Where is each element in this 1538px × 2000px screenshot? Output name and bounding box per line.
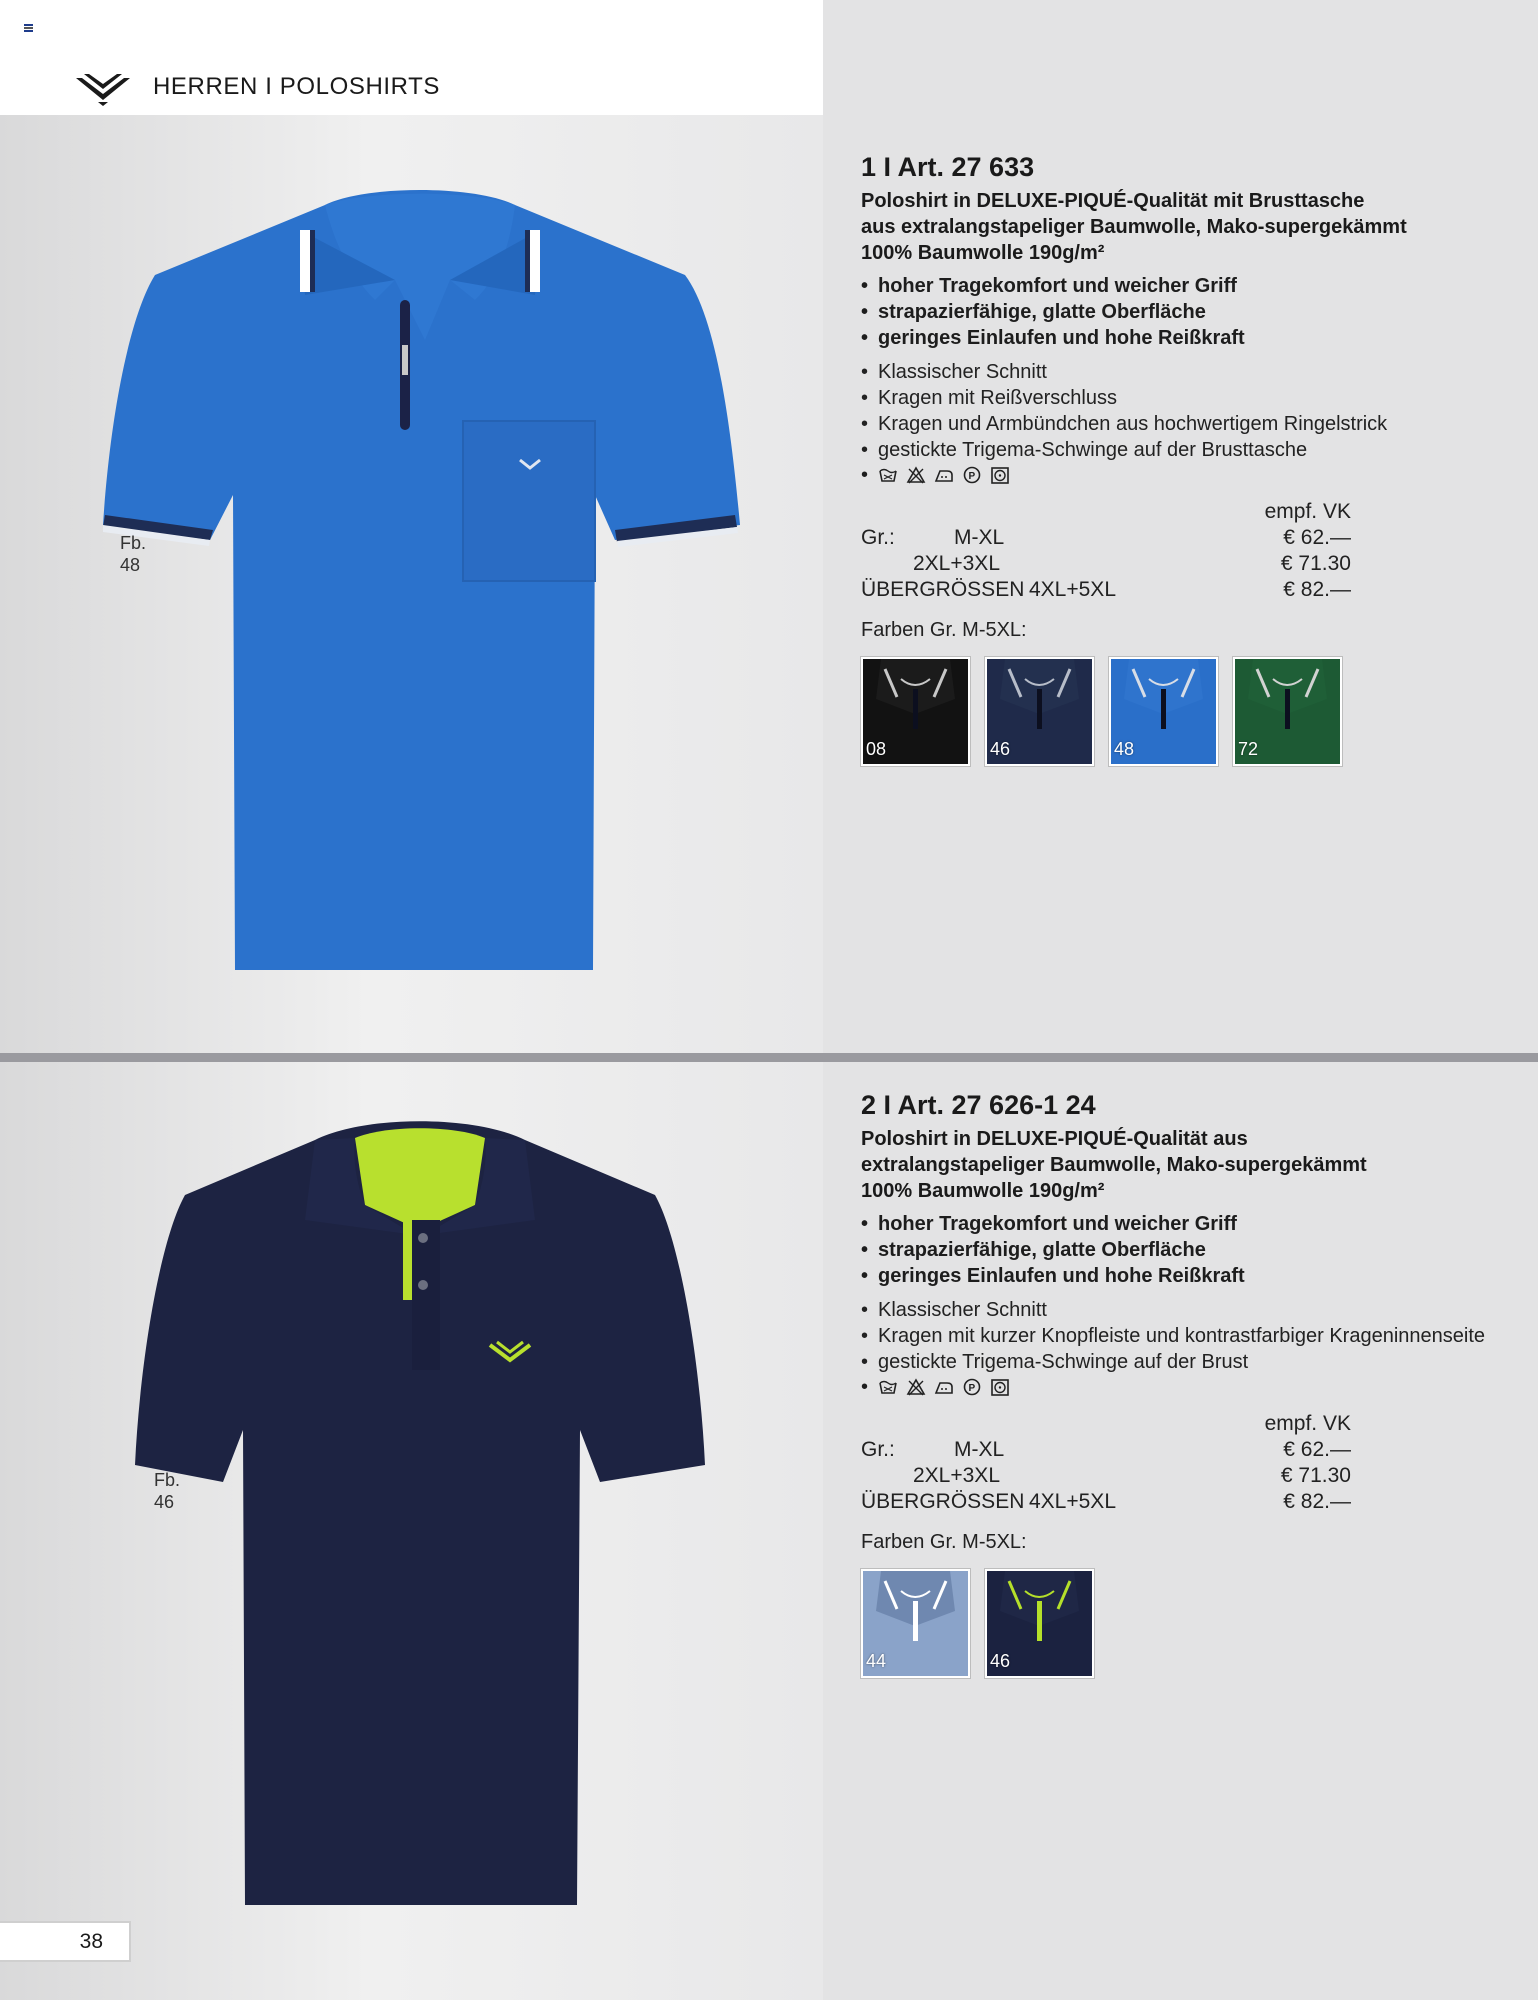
page-number: 38 <box>0 1921 131 1962</box>
detail-item: • gestickte Trigema-Schwinge auf der Brust <box>861 1349 1501 1375</box>
color-swatches <box>861 657 1501 766</box>
product-description-line: aus extralangstapeliger Baumwolle, Mako-supergekämmt <box>861 216 1407 238</box>
size-label: Gr.: <box>861 1438 895 1461</box>
feature-item: • hoher Tragekomfort und weicher Griff <box>861 1211 1501 1237</box>
iron-icon <box>934 1378 954 1396</box>
svg-text:P: • P <box>968 471 976 482</box>
size-group-label: ÜBERGRÖSSEN <box>861 1490 1025 1513</box>
color-swatch-46[interactable] <box>985 657 1094 766</box>
dry-clean-p-icon <box>962 1378 982 1396</box>
feature-item: • hoher Tragekomfort und weicher Griff <box>861 273 1501 299</box>
price-table <box>861 499 1501 605</box>
product-info-1 <box>861 150 1501 766</box>
size-range: 2XL+3XL <box>913 1464 1000 1487</box>
price-value: € 62.— <box>1283 1438 1351 1461</box>
trigema-wing-logo <box>74 72 132 106</box>
care-symbols <box>861 463 1501 487</box>
color-swatch-48[interactable] <box>1109 657 1218 766</box>
price-value: € 71.30 <box>1280 552 1351 575</box>
product-description-line: 100% Baumwolle 190g/m² <box>861 242 1105 264</box>
feature-item: • strapazierfähige, glatte Oberfläche <box>861 299 1501 325</box>
wash-40-icon <box>878 466 898 484</box>
colors-label: Farben Gr. M-5XL: <box>861 619 1027 641</box>
detail-item: • gestickte Trigema-Schwinge auf der Brusttasche <box>861 437 1501 463</box>
fb-code: 48 <box>120 555 141 575</box>
color-swatch-46[interactable] <box>985 1569 1094 1678</box>
price-header: empf. VK <box>1264 500 1351 523</box>
color-code: 46 <box>990 739 1011 759</box>
corner-mark-icon <box>24 24 33 32</box>
tumble-dry-icon <box>990 466 1010 484</box>
detail-list <box>861 1297 1501 1375</box>
detail-item: • Klassischer Schnitt <box>861 1297 1501 1323</box>
detail-item: • Kragen mit Reißverschluss <box>861 385 1501 411</box>
section-title: HERREN I POLOSHIRTS <box>153 73 441 100</box>
size-range: 2XL+3XL <box>913 552 1000 575</box>
care-symbols <box>861 1375 1501 1399</box>
colors-label: Farben Gr. M-5XL: <box>861 1531 1027 1553</box>
size-group-label: ÜBERGRÖSSEN <box>861 578 1025 601</box>
price-value: € 62.— <box>1283 526 1351 549</box>
price-value: € 71.30 <box>1280 1464 1351 1487</box>
fb-label-2 <box>154 1469 180 1513</box>
color-code: 44 <box>866 1651 887 1671</box>
polo-shirt-navy-image <box>125 1110 715 1920</box>
price-value: € 82.— <box>1283 1490 1351 1513</box>
feature-list <box>861 1211 1501 1289</box>
size-range: 4XL+5XL <box>1029 1490 1116 1513</box>
color-code: 08 <box>866 739 887 759</box>
feature-item: • geringes Einlaufen und hohe Reißkraft <box>861 325 1501 351</box>
article-number: 1 I Art. 27 633 <box>861 152 1035 182</box>
fb-text: Fb. <box>154 1470 181 1490</box>
color-swatch-08[interactable] <box>861 657 970 766</box>
color-swatch-44[interactable] <box>861 1569 970 1678</box>
fb-label-1 <box>120 532 146 576</box>
product-description-line: Poloshirt in DELUXE-PIQUÉ-Qualität aus <box>861 1128 1248 1150</box>
price-table <box>861 1411 1501 1517</box>
feature-item: • geringes Einlaufen und hohe Reißkraft <box>861 1263 1501 1289</box>
product-description-line: extralangstapeliger Baumwolle, Mako-supergekämmt <box>861 1154 1367 1176</box>
size-range: 4XL+5XL <box>1029 578 1116 601</box>
no-bleach-icon <box>906 1378 926 1396</box>
svg-text:P: • P <box>968 1383 976 1394</box>
wash-40-icon <box>878 1378 898 1396</box>
color-swatch-72[interactable] <box>1233 657 1342 766</box>
detail-item: • Klassischer Schnitt <box>861 359 1501 385</box>
detail-item: • Kragen und Armbündchen aus hochwertigem Ringelstrick <box>861 411 1501 437</box>
product-info-2 <box>861 1088 1501 1678</box>
detail-item: • Kragen mit kurzer Knopfleiste und kontrastfarbiger Krageninnenseite <box>861 1323 1501 1349</box>
product-description-line: Poloshirt in DELUXE-PIQUÉ-Qualität mit Brusttasche <box>861 190 1365 212</box>
color-code: 72 <box>1238 739 1259 759</box>
size-range: M-XL <box>954 526 1005 549</box>
fb-code: 46 <box>154 1492 175 1512</box>
fb-text: Fb. <box>120 533 147 553</box>
size-range: M-XL <box>954 1438 1005 1461</box>
article-number: 2 I Art. 27 626-1 24 <box>861 1090 1096 1120</box>
section-divider <box>0 1053 1538 1062</box>
iron-icon <box>934 466 954 484</box>
color-swatches <box>861 1569 1501 1678</box>
product-description-line: 100% Baumwolle 190g/m² <box>861 1180 1105 1202</box>
tumble-dry-icon <box>990 1378 1010 1396</box>
size-label: Gr.: <box>861 526 895 549</box>
polo-shirt-blue-image <box>95 165 745 985</box>
detail-list <box>861 359 1501 463</box>
no-bleach-icon <box>906 466 926 484</box>
color-code: 48 <box>1114 739 1135 759</box>
color-code: 46 <box>990 1651 1011 1671</box>
feature-list <box>861 273 1501 351</box>
feature-item: • strapazierfähige, glatte Oberfläche <box>861 1237 1501 1263</box>
dry-clean-p-icon <box>962 466 982 484</box>
price-header: empf. VK <box>1264 1412 1351 1435</box>
price-value: € 82.— <box>1283 578 1351 601</box>
